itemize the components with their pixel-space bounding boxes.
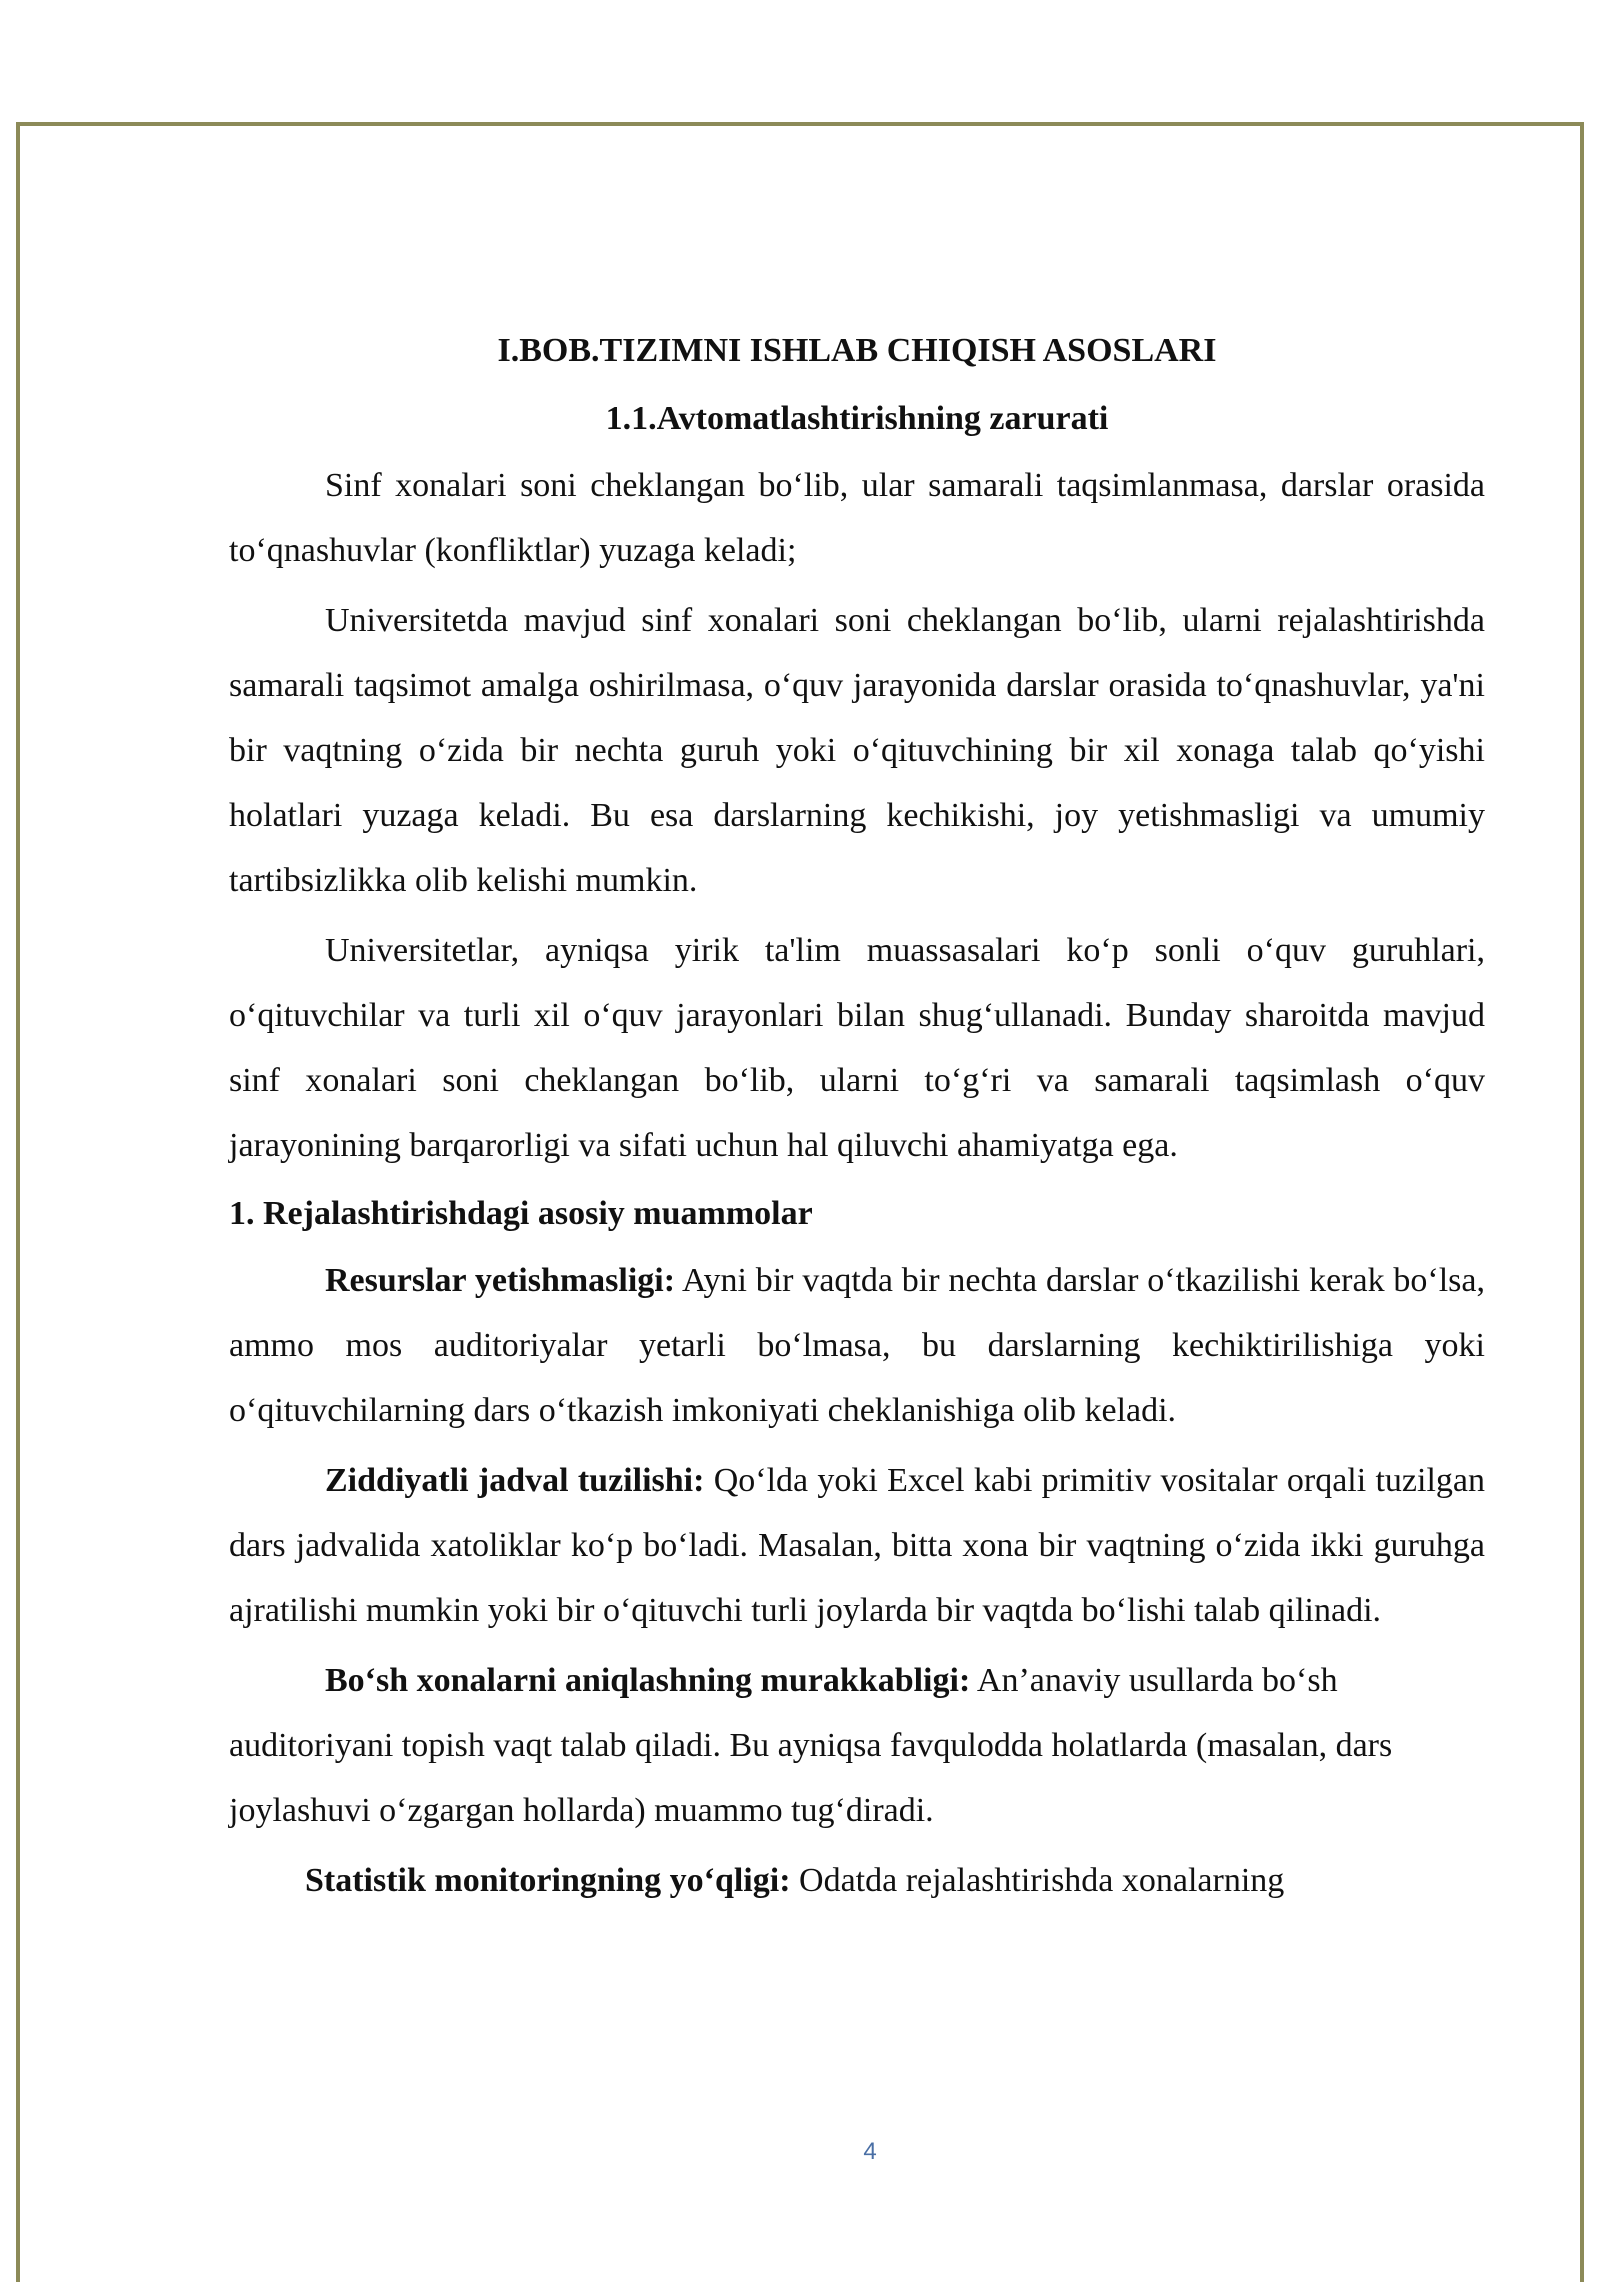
paragraph: Universitetda mavjud sinf xonalari soni cheklangan bo‘lib, ularni rejalashtirishda samarali taqsimot amalga oshirilmasa, o‘quv jarayonida darslar orasida to‘qnashuvlar, ya'ni bir vaqtning o‘zida bir nechta guruh yoki o‘qituvchining bir xil xonaga talab qo‘yishi holatlari yuzaga keladi. Bu esa darslarning kechikishi, joy yetishmasligi va umumiy tartibsizlikka olib kelishi mumkin. — [229, 602, 1485, 899]
chapter-title: I.BOB.TIZIMNI ISHLAB CHIQISH ASOSLARI — [497, 332, 1217, 369]
paragraph: Sinf xonalari soni cheklangan bo‘lib, ular samarali taqsimlanmasa, darslar orasida to‘qnashuvlar (konfliktlar) yuzaga keladi; — [229, 467, 1485, 569]
page-number: 4 — [863, 2138, 877, 2165]
subheading: 1. Rejalashtirishdagi asosiy muammolar — [229, 1195, 813, 1232]
problem-text: Qo‘lda yoki Excel kabi primitiv vositalar orqali tuzilgan dars jadvalida xatoliklar ko‘p bo‘ladi. Masalan, bitta xona bir vaqtning o‘zida ikki guruhga ajratilishi mumkin yoki bir o‘qituvchi turli joylarda bir vaqtda bo‘lishi talab qilinadi. — [229, 1462, 1485, 1629]
problem-term: Bo‘sh xonalarni aniqlashning murakkabligi: — [325, 1662, 971, 1699]
problem-term: Statistik monitoringning yo‘qligi: — [305, 1862, 791, 1899]
section-title: 1.1.Avtomatlashtirishning zarurati — [605, 400, 1109, 437]
document-body — [229, 322, 1485, 1913]
problem-term: Resurslar yetishmasligi: — [325, 1262, 676, 1299]
problem-text: Odatda rejalashtirishda xonalarning — [790, 1862, 1285, 1899]
problem-paragraph — [229, 1648, 1485, 1843]
problem-text: Ayni bir vaqtda bir nechta darslar o‘tkazilishi kerak bo‘lsa, ammo mos auditoriyalar yetarli bo‘lmasa, bu darslarning kechiktirilishiga yoki o‘qituvchilarning dars o‘tkazish imkoniyati cheklanishiga olib keladi. — [229, 1262, 1485, 1429]
paragraph: Universitetlar, ayniqsa yirik ta'lim muassasalari ko‘p sonli o‘quv guruhlari, o‘qituvchilar va turli xil o‘quv jarayonlari bilan shug‘ullanadi. Bunday sharoitda mavjud sinf xonalari soni cheklangan bo‘lib, ularni to‘g‘ri va samarali taqsimlash o‘quv jarayonining barqarorligi va sifati uchun hal qiluvchi ahamiyatga ega. — [229, 932, 1485, 1164]
problem-paragraph — [229, 1848, 1485, 1913]
problem-term: Ziddiyatli jadval tuzilishi: — [325, 1462, 705, 1499]
problem-paragraph — [229, 1448, 1485, 1643]
problem-text: An’anaviy usullarda bo‘sh auditoriyani topish vaqt talab qiladi. Bu ayniqsa favqulodda holatlarda (masalan, dars joylashuvi o‘zgargan hollarda) muammo tug‘diradi. — [229, 1662, 1393, 1829]
problem-paragraph — [229, 1248, 1485, 1443]
